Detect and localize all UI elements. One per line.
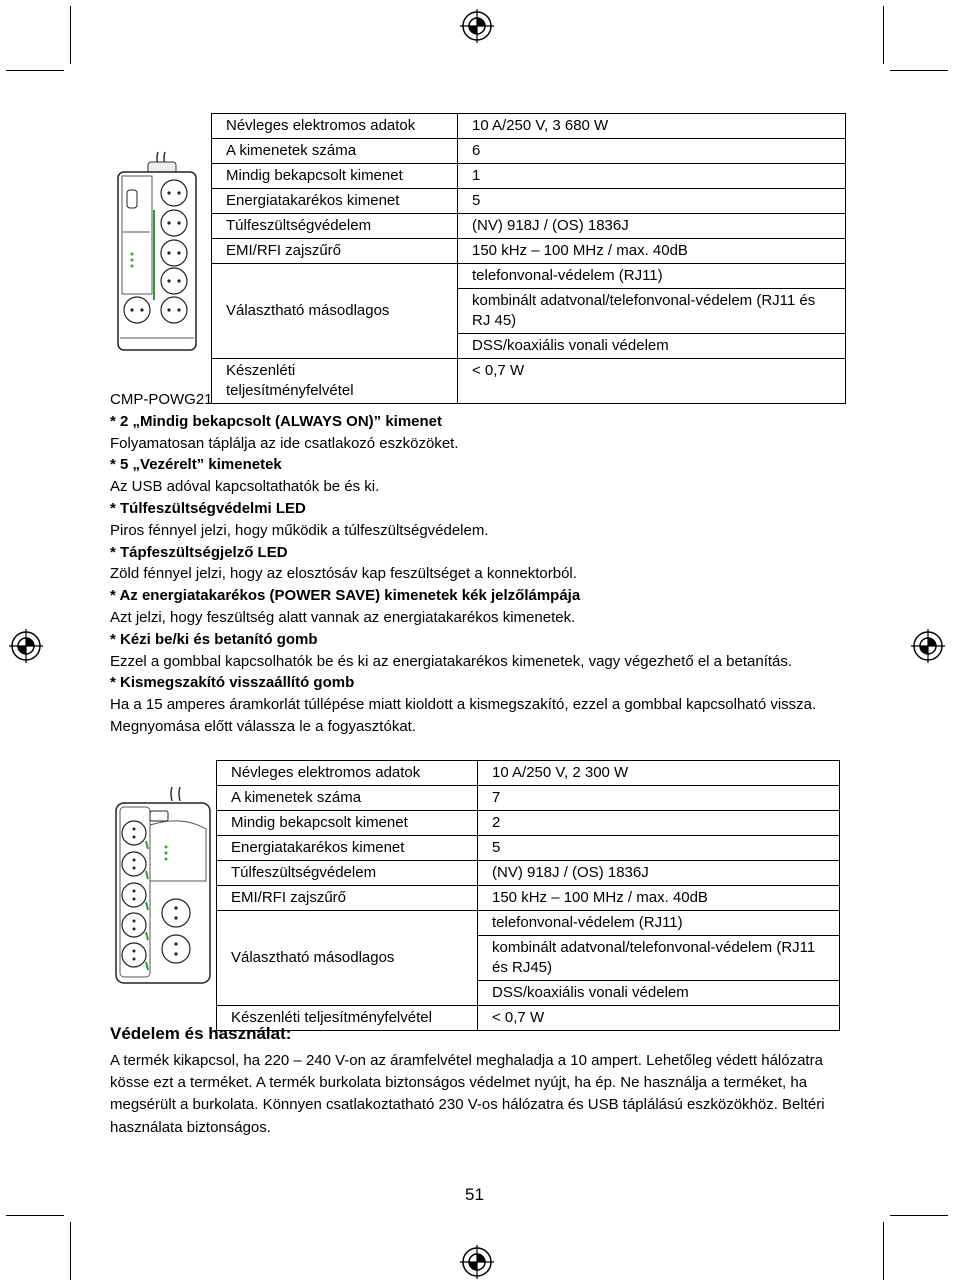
- table-cell: telefonvonal-védelem (RJ11): [458, 264, 846, 289]
- feature-title: * Túlfeszültségvédelmi LED: [110, 499, 306, 517]
- table-cell: kombinált adatvonal/telefonvonal-védelem (RJ11 és RJ 45): [458, 289, 846, 334]
- table-row: [212, 214, 846, 239]
- table-cell: kombinált adatvonal/telefonvonal-védelem (RJ11 és RJ45): [478, 936, 840, 981]
- table-cell: Készenléti teljesítményfelvétel: [212, 359, 458, 404]
- table-cell: Készenléti teljesítményfelvétel: [217, 1006, 478, 1031]
- table-cell: 150 kHz – 100 MHz / max. 40dB: [478, 886, 840, 911]
- table-cell: Energiatakarékos kimenet: [212, 189, 458, 214]
- table-row: [212, 189, 846, 214]
- crop-mark: [70, 6, 71, 64]
- section-text: A termék kikapcsol, ha 220 – 240 V-on az áramfelvétel meghaladja a 10 ampert. Lehetőleg védett hálózatra kösse ezt a terméket. A termék burkolata biztonságos védelmet nyújt, ha ép. Ne használja a terméket, ha megsérült a burkolata. Könnyen csatlakoztatható 230 V-os hálózatra és USB táplálású eszközökhöz. Beltéri használata biztonságos.: [110, 1052, 825, 1136]
- feature-title: * Az energiatakarékos (POWER SAVE) kimenetek kék jelzőlámpája: [110, 587, 581, 605]
- table-row: [217, 886, 840, 911]
- table-row: [217, 811, 840, 836]
- table-cell: 10 A/250 V, 2 300 W: [478, 761, 840, 786]
- crop-mark: [883, 6, 884, 64]
- table-row: [217, 786, 840, 811]
- table-cell: 7: [478, 786, 840, 811]
- table-cell: DSS/koaxiális vonali védelem: [478, 981, 840, 1006]
- table-cell: 10 A/250 V, 3 680 W: [458, 114, 846, 139]
- table-cell: 150 kHz – 100 MHz / max. 40dB: [458, 239, 846, 264]
- registration-mark-icon: [460, 9, 494, 43]
- table-cell: telefonvonal-védelem (RJ11): [478, 911, 840, 936]
- table-cell: 5: [478, 836, 840, 861]
- table-cell: Névleges elektromos adatok: [212, 114, 458, 139]
- table-row: [212, 164, 846, 189]
- table-row: [212, 139, 846, 164]
- table-row: [217, 836, 840, 861]
- registration-mark-icon: [911, 629, 945, 663]
- registration-mark-icon: [460, 1245, 494, 1279]
- table-cell: 6: [458, 139, 846, 164]
- feature-title: * Kézi be/ki és betanító gomb: [110, 630, 318, 648]
- feature-text: Zöld fénnyel jelzi, hogy az elosztósáv kap feszültséget a konnektorból.: [110, 565, 577, 583]
- table-cell: Választható másodlagos: [217, 911, 478, 1006]
- table-row: [217, 1006, 840, 1031]
- table-cell: A kimenetek száma: [212, 139, 458, 164]
- page-number: 51: [465, 1185, 484, 1204]
- table-row: [217, 761, 840, 786]
- crop-mark: [883, 1222, 884, 1280]
- table-row: [212, 239, 846, 264]
- table-cell: 5: [458, 189, 846, 214]
- feature-text: Folyamatosan táplálja az ide csatlakozó eszközöket.: [110, 434, 459, 452]
- table-cell: < 0,7 W: [478, 1006, 840, 1031]
- feature-text: Az USB adóval kapcsoltathatók be és ki.: [110, 478, 380, 496]
- table-row: [212, 114, 846, 139]
- spec-table-1: [211, 113, 846, 404]
- table-cell: Mindig bekapcsolt kimenet: [217, 811, 478, 836]
- table-cell: (NV) 918J / (OS) 1836J: [458, 214, 846, 239]
- table-cell: Választható másodlagos: [212, 264, 458, 359]
- crop-mark: [70, 1222, 71, 1280]
- feature-text: Piros fénnyel jelzi, hogy működik a túlfeszültségvédelem.: [110, 521, 489, 539]
- crop-mark: [890, 1215, 948, 1216]
- feature-list: [110, 389, 850, 738]
- table-cell: Energiatakarékos kimenet: [217, 836, 478, 861]
- feature-title: * Tápfeszültségjelző LED: [110, 543, 288, 561]
- table-cell: Névleges elektromos adatok: [217, 761, 478, 786]
- feature-title: * 5 „Vezérelt” kimenetek: [110, 456, 282, 474]
- feature-title: * Kismegszakító visszaállító gomb: [110, 674, 355, 692]
- feature-text: Azt jelzi, hogy feszültség alatt vannak az energiatakarékos kimenetek.: [110, 608, 576, 626]
- table-cell: < 0,7 W: [458, 359, 846, 404]
- crop-mark: [890, 70, 948, 71]
- model-number: CMP-POWG21: [110, 391, 213, 408]
- table-cell: 2: [478, 811, 840, 836]
- spec-table-2: [216, 760, 840, 1031]
- power-strip-6-outlet-image: [110, 150, 200, 355]
- table-cell: 1: [458, 164, 846, 189]
- feature-title: * 2 „Mindig bekapcsolt (ALWAYS ON)” kimenet: [110, 412, 443, 430]
- table-row: [212, 264, 846, 289]
- power-strip-7-outlet-image: [110, 785, 216, 990]
- registration-mark-icon: [9, 629, 43, 663]
- table-cell: (NV) 918J / (OS) 1836J: [478, 861, 840, 886]
- table-cell: Túlfeszültségvédelem: [217, 861, 478, 886]
- feature-text: Ha a 15 amperes áramkorlát túllépése miatt kioldott a kismegszakító, ezzel a gombbal kapcsolható vissza. Megnyomása előtt válassza le a fogyasztókat.: [110, 696, 817, 735]
- table-cell: A kimenetek száma: [217, 786, 478, 811]
- table-cell: DSS/koaxiális vonali védelem: [458, 334, 846, 359]
- crop-mark: [6, 70, 64, 71]
- table-cell: Mindig bekapcsolt kimenet: [212, 164, 458, 189]
- table-row: [217, 861, 840, 886]
- section-heading: Védelem és használat:: [110, 1024, 292, 1043]
- table-row: [217, 911, 840, 936]
- table-cell: EMI/RFI zajszűrő: [212, 239, 458, 264]
- crop-mark: [6, 1215, 64, 1216]
- feature-text: Ezzel a gombbal kapcsolhatók be és ki az energiatakarékos kimenetek, vagy végezhető el a betanítás.: [110, 652, 793, 670]
- table-cell: EMI/RFI zajszűrő: [217, 886, 478, 911]
- table-cell: Túlfeszültségvédelem: [212, 214, 458, 239]
